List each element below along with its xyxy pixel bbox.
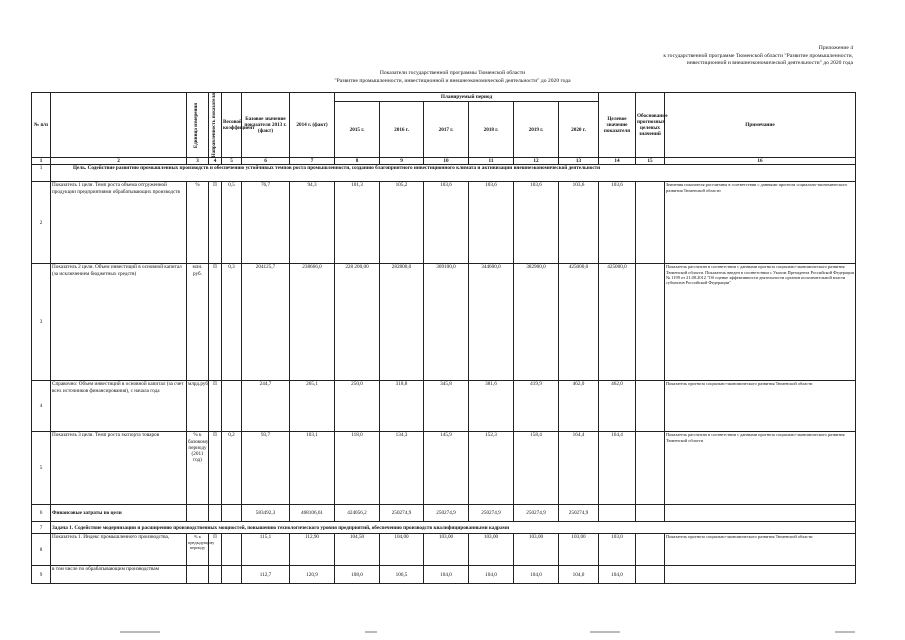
direction-cell [209, 505, 222, 522]
col-number: 9 [380, 158, 424, 165]
value-2017: 103,00 [424, 534, 469, 566]
value-2014: 468106,61 [290, 505, 335, 522]
direction-cell: П [209, 182, 222, 264]
value-2019: 382900,0 [514, 264, 559, 381]
base-value: 112,7 [242, 566, 290, 584]
row-number: 8 [32, 534, 51, 566]
remark-cell: Показатель рассчитан в соответствии с данными прогноза социально-экономического развития Тюменской области [665, 432, 856, 505]
weight-cell: 0,3 [222, 264, 242, 381]
value-2019: 158,4 [514, 432, 559, 505]
indicator-name: Показатель 3 цели. Темп роста экспорта товаров [51, 432, 187, 505]
direction-cell: П [209, 534, 222, 566]
base-value: 244,7 [242, 381, 290, 432]
value-2016: 134,3 [380, 432, 424, 505]
direction-cell [209, 566, 222, 584]
col-header-2019: 2019 г. [514, 102, 559, 158]
row-number: 4 [32, 381, 51, 432]
scan-artifact [120, 631, 160, 633]
value-2019: 419,9 [514, 381, 559, 432]
row-number: 2 [32, 182, 51, 264]
value-2018: 344600,0 [469, 264, 514, 381]
unit-cell: % к предыдущему периоду [187, 534, 209, 566]
justification-cell [636, 534, 665, 566]
unit-cell: % к базовому периоду (2011 год) [187, 432, 209, 505]
value-2020: 462,0 [559, 381, 599, 432]
base-value: 93,7 [242, 432, 290, 505]
value-2015: 108,0 [335, 566, 380, 584]
target-value: 104,0 [599, 566, 636, 584]
col-header-direction-text: Направленность показателя [211, 93, 217, 158]
value-2020: 103,00 [559, 534, 599, 566]
col-number: 7 [290, 158, 335, 165]
remark-cell [665, 566, 856, 584]
value-2018: 381,6 [469, 381, 514, 432]
col-header-direction [209, 93, 222, 158]
indicator-name: Справочно: Объем инвестиций в основной капитал (за счет всех источников финансирования), с начала года [51, 381, 187, 432]
weight-cell: 0,2 [222, 432, 242, 505]
value-2018: 250274,9 [469, 505, 514, 522]
col-header-remark: Примечание [665, 93, 856, 158]
col-number: 6 [242, 158, 290, 165]
scan-artifact [365, 631, 377, 633]
table-row [32, 566, 856, 584]
table-row [32, 432, 856, 505]
value-2014: 238666,0 [290, 264, 335, 381]
value-2017: 104,0 [424, 566, 469, 584]
scan-artifact [835, 631, 855, 633]
value-2015: 118,0 [335, 432, 380, 505]
row-number: 6 [32, 505, 51, 522]
value-2016: 250274,9 [380, 505, 424, 522]
target-value: 103,0 [599, 534, 636, 566]
value-2020: 425000,0 [559, 264, 599, 381]
col-header-2015: 2015 г. [335, 102, 380, 158]
base-value: 115,1 [242, 534, 290, 566]
value-2019: 250274,9 [514, 505, 559, 522]
value-2018: 103,6 [469, 182, 514, 264]
indicator-name: Показатель 2 цели. Объем инвестиций в основной капитал (за исключением бюджетных средств) [51, 264, 187, 381]
value-2018: 104,0 [469, 566, 514, 584]
col-header-planned-period: Планируемый период [335, 93, 599, 102]
value-2017: 345,8 [424, 381, 469, 432]
col-number: 4 [209, 158, 222, 165]
col-number: 2 [51, 158, 187, 165]
remark-cell: Значения показателя рассчитаны в соответствии с данными прогноза социально-экономического развития Тюменской области [665, 182, 856, 264]
col-number: 1 [32, 158, 51, 165]
col-number: 5 [222, 158, 242, 165]
value-2019: 104,0 [514, 566, 559, 584]
unit-cell: млн. руб. [187, 264, 209, 381]
base-value: 204125,7 [242, 264, 290, 381]
value-2016: 106,5 [380, 566, 424, 584]
value-2015: 104,50 [335, 534, 380, 566]
task-row [32, 522, 856, 534]
col-header-2020: 2020 г. [559, 102, 599, 158]
col-header-unit-text: Единица измерения [194, 102, 200, 148]
col-number: 16 [665, 158, 856, 165]
indicator-name: Показатель 1 цели. Темп роста объема отгруженной продукции предприятиями обрабатывающих производств [51, 182, 187, 264]
justification-cell [636, 566, 665, 584]
justification-cell [636, 505, 665, 522]
value-2019: 103,00 [514, 534, 559, 566]
col-header-target: Целевое значение показателя [599, 93, 636, 158]
target-value: 164,4 [599, 432, 636, 505]
table-row [32, 264, 856, 381]
value-2016: 105,2 [380, 182, 424, 264]
remark-cell [665, 505, 856, 522]
justification-cell [636, 182, 665, 264]
value-2015: 101,3 [335, 182, 380, 264]
col-header-2014: 2014 г. (факт) [290, 93, 335, 158]
value-2017: 145,9 [424, 432, 469, 505]
col-number: 14 [599, 158, 636, 165]
target-value: 103,6 [599, 182, 636, 264]
table-row [32, 534, 856, 566]
value-2020: 104,0 [559, 566, 599, 584]
finance-name: Финансовые затраты по цели [51, 505, 187, 522]
value-2017: 250274,9 [424, 505, 469, 522]
weight-cell: 0,5 [222, 182, 242, 264]
table-row [32, 182, 856, 264]
value-2014: 112,90 [290, 534, 335, 566]
value-2016: 318,8 [380, 381, 424, 432]
justification-cell [636, 264, 665, 381]
unit-cell [187, 566, 209, 584]
col-header-2017: 2017 г. [424, 102, 469, 158]
value-2017: 309100,0 [424, 264, 469, 381]
remark-cell: Показатель прогноза социально-экономического развития Тюменской области [665, 381, 856, 432]
value-2018: 103,00 [469, 534, 514, 566]
remark-cell: Показатель прогноза социально-экономического развития Тюменской области [665, 534, 856, 566]
value-2020: 250274,9 [559, 505, 599, 522]
col-header-num: № п/п [32, 93, 51, 158]
col-header-2016: 2016 г. [380, 102, 424, 158]
value-2015: 250,0 [335, 381, 380, 432]
col-number: 13 [559, 158, 599, 165]
row-number: 3 [32, 264, 51, 381]
goal-row [32, 165, 856, 182]
value-2016: 104,00 [380, 534, 424, 566]
unit-cell: млрд.руб. [187, 381, 209, 432]
appendix-label: Приложение 4 [818, 45, 853, 51]
direction-cell: П [209, 264, 222, 381]
appendix-reference-line-1: к государственной программе Тюменской области "Развитие промышленности, [663, 53, 853, 59]
weight-cell [222, 534, 242, 566]
justification-cell [636, 432, 665, 505]
value-2014: 265,1 [290, 381, 335, 432]
appendix-reference-line-2: инвестиционной и внешнеэкономической деятельности" до 2020 года [686, 60, 853, 66]
row-number: 5 [32, 432, 51, 505]
indicators-table [31, 92, 856, 584]
col-header-justification: Обоснование прогнозных целевых значений [636, 93, 665, 158]
direction-cell: П [209, 432, 222, 505]
col-number: 15 [636, 158, 665, 165]
value-2014: 103,1 [290, 432, 335, 505]
value-2017: 103,6 [424, 182, 469, 264]
document-subtitle: "Развитие промышленности, инвестиционной и внешнеэкономической деятельности" до 2020 года [334, 78, 571, 84]
target-value: 425000,0 [599, 264, 636, 381]
document-title: Показатели государственной программы Тюменской области [379, 70, 526, 76]
value-2015: 424056,2 [335, 505, 380, 522]
value-2018: 152,3 [469, 432, 514, 505]
col-header-base: Базовое значение показателя 2013 г. (факт) [242, 93, 290, 158]
value-2019: 103,6 [514, 182, 559, 264]
col-header-indicator [51, 93, 187, 158]
col-header-2018: 2018 г. [469, 102, 514, 158]
column-number-row [32, 158, 856, 165]
col-number: 11 [469, 158, 514, 165]
indicator-name: в том числе по обрабатывающим производствам [51, 566, 187, 584]
task-text: Задача 1. Содействие модернизации и расширению производственных мощностей, повышению технологического уровня предприятий, обеспечению производств квалифицированными кадрами [51, 522, 856, 534]
value-2015: 228 200,00 [335, 264, 380, 381]
weight-cell [222, 381, 242, 432]
value-2020: 164,4 [559, 432, 599, 505]
remark-cell: Показатель рассчитан в соответствии с данными прогноза социально-экономического развития Тюменской области. Показатель введен в соответствии с Указом Президента Российской Федерации № 1199 от 21.08.2012 "Об оценке эффективности деятельности органов исполнительной власти субъектов Российской Федерации" [665, 264, 856, 381]
base-value: 583492,3 [242, 505, 290, 522]
col-number: 8 [335, 158, 380, 165]
unit-cell: % [187, 182, 209, 264]
value-2016: 282800,0 [380, 264, 424, 381]
justification-cell [636, 381, 665, 432]
direction-cell: П [209, 381, 222, 432]
row-number: 9 [32, 566, 51, 584]
col-header-unit [187, 93, 209, 158]
target-value [599, 505, 636, 522]
value-2020: 103,6 [559, 182, 599, 264]
weight-cell [222, 505, 242, 522]
col-header-weight: Весовой коэффициент [222, 93, 242, 158]
indicator-name: Показатель 1. Индекс промышленного производства, [51, 534, 187, 566]
col-number: 12 [514, 158, 559, 165]
scan-artifact [590, 631, 620, 633]
target-value: 462,0 [599, 381, 636, 432]
finance-row [32, 505, 856, 522]
goal-text: Цель. Содействие развитию промышленных производств и обеспечению устойчивых темпов роста промышленности, созданию благоприятного инвестиционного климата и активизации внешнеэкономической деятельности [51, 165, 856, 182]
value-2014: 94,3 [290, 182, 335, 264]
value-2014: 120,9 [290, 566, 335, 584]
col-number: 3 [187, 158, 209, 165]
row-number: 7 [32, 522, 51, 534]
col-number: 10 [424, 158, 469, 165]
row-number: 1 [32, 165, 51, 182]
base-value: 76,7 [242, 182, 290, 264]
weight-cell [222, 566, 242, 584]
unit-cell [187, 505, 209, 522]
table-row [32, 381, 856, 432]
